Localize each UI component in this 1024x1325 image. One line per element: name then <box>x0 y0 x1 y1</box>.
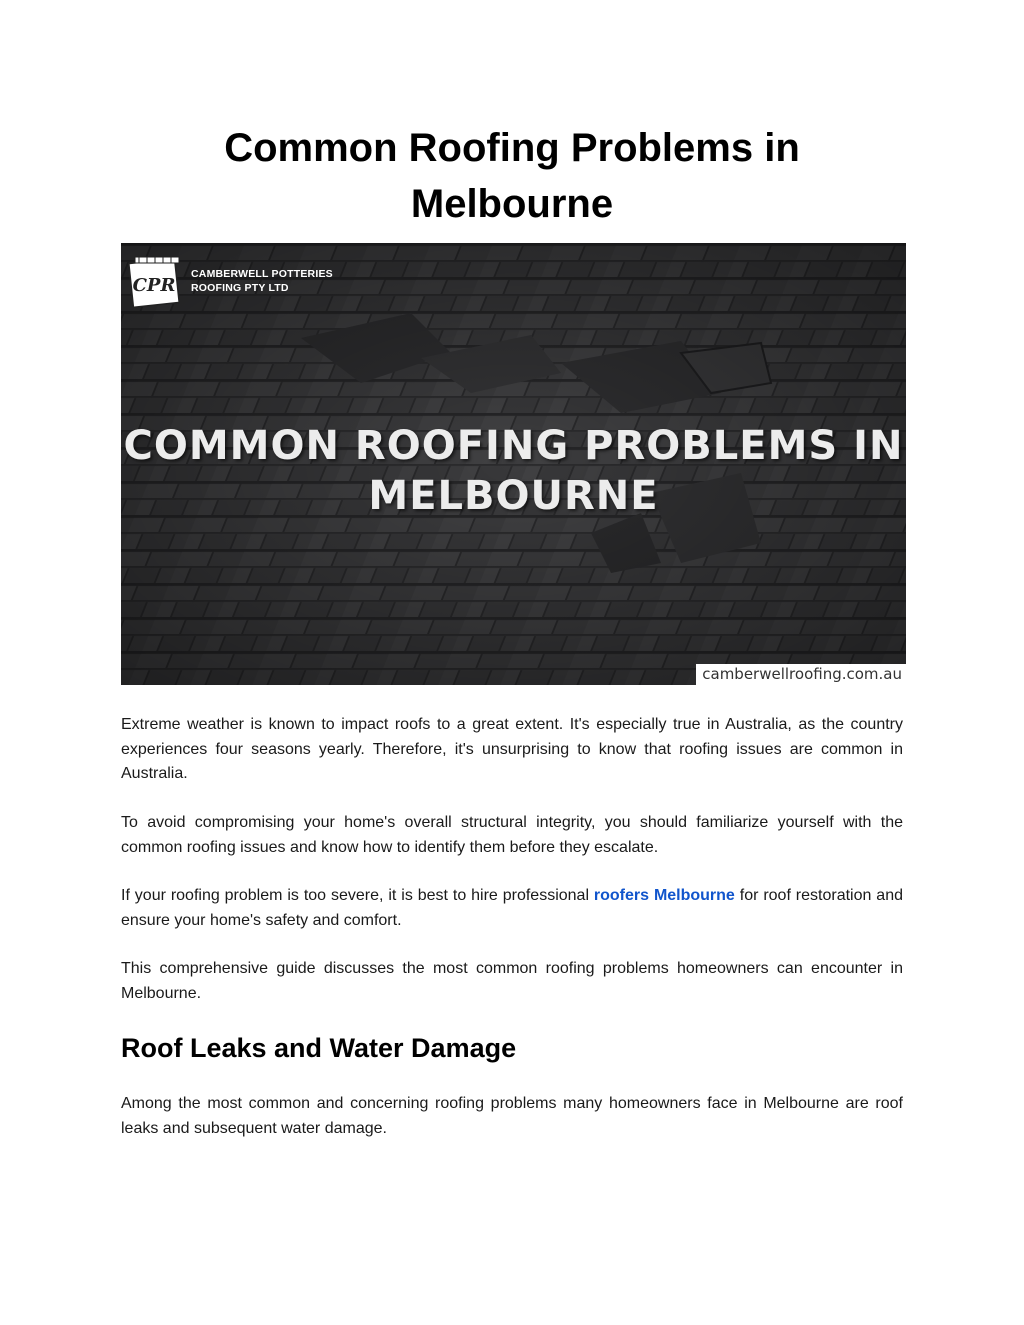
paragraph-guide: This comprehensive guide discusses the most common roofing problems homeowners can encounter in Melbourne. <box>121 960 903 1002</box>
section-heading: Roof Leaks and Water Damage <box>121 1033 517 1063</box>
company-name: CAMBERWELL POTTERIES ROOFING PTY LTD <box>191 268 333 294</box>
paragraph-hire-professional: If your roofing problem is too severe, it is best to hire professional roofers Melbourne for roof restoration and ensure your home's safety and comfort. <box>121 887 904 929</box>
roofers-melbourne-link[interactable]: roofers Melbourne <box>593 887 735 904</box>
hero-image <box>121 243 906 685</box>
intro-paragraph: Extreme weather is known to impact roofs to a great extent. It's especially true in Australia, as the country experiences four seasons yearly. Therefore, it's unsurprising to know that roofing issues are common in Australia. <box>121 716 903 782</box>
paragraph-familiarize: To avoid compromising your home's overall structural integrity, you should familiarize yourself with the common roofing issues and know how to identify them before they escalate. <box>121 814 903 856</box>
company-logo <box>127 253 185 311</box>
svg-text:CPR: CPR <box>132 275 176 296</box>
hero-headline: COMMON ROOFING PROBLEMS IN MELBOURNE <box>123 423 904 519</box>
page-title: Common Roofing Problems in Melbourne <box>224 126 800 226</box>
section-paragraph: Among the most common and concerning roofing problems many homeowners face in Melbourne are roof leaks and subsequent water damage. <box>121 1095 903 1137</box>
website-url: camberwellroofing.com.au <box>696 664 906 685</box>
